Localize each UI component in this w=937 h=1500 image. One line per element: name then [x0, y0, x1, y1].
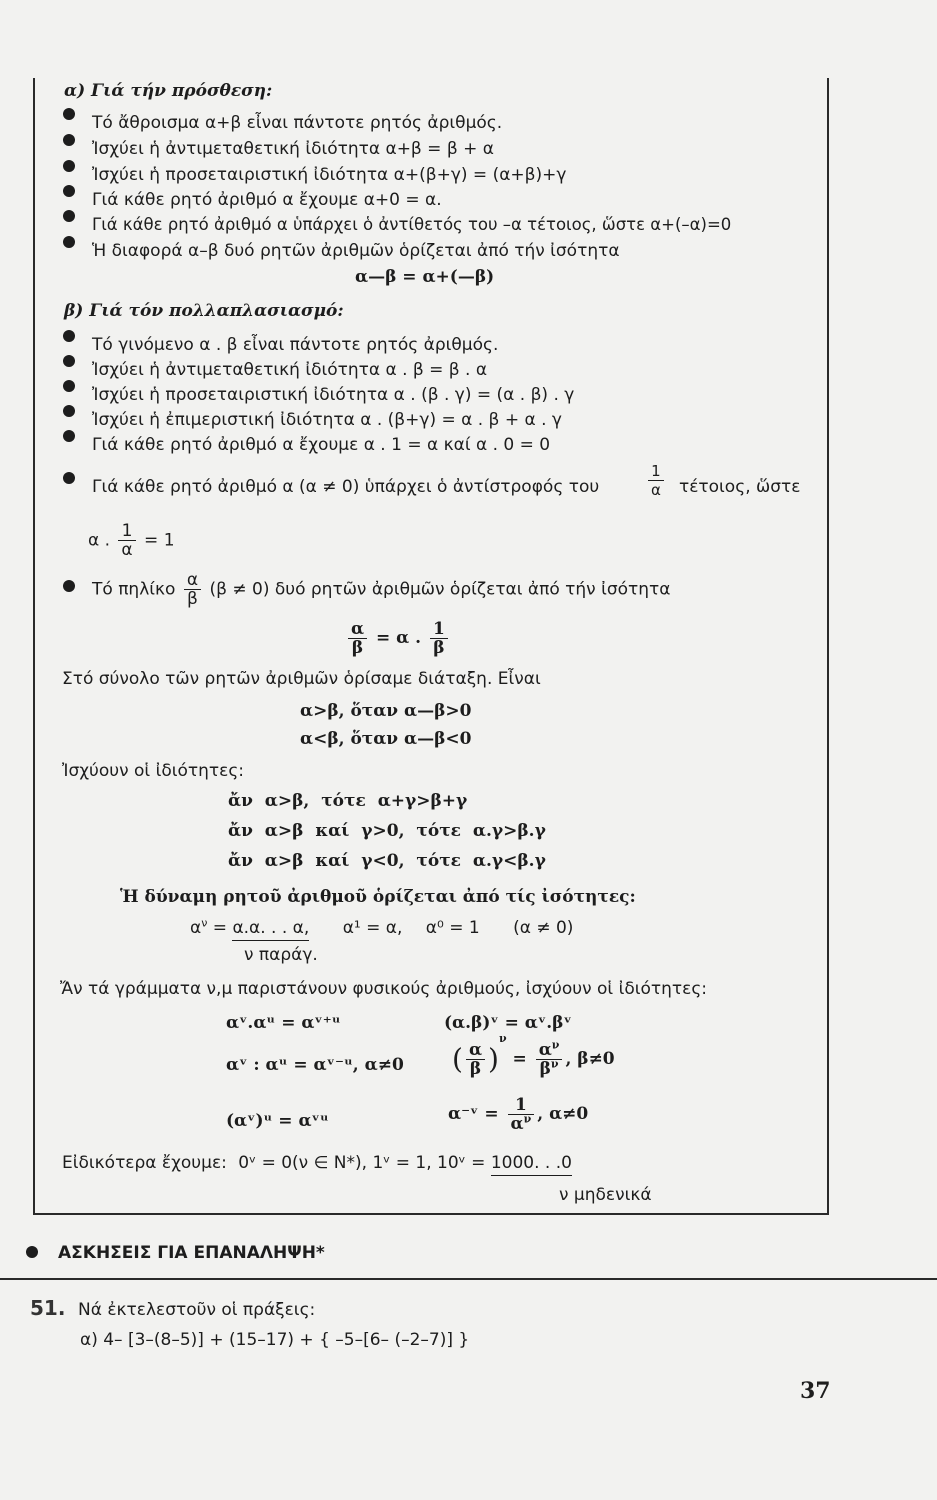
- special-big: 1000. . .0: [491, 1152, 572, 1176]
- bullet-icon: [63, 472, 75, 484]
- fraction-denominator: α: [651, 481, 661, 499]
- fraction-denominator: α: [121, 540, 133, 560]
- power-def-cond: (α ≠ 0): [513, 918, 574, 938]
- quotient-formula: [345, 620, 451, 657]
- power-def-rhs: α.α. . . α,: [232, 917, 309, 941]
- quotient-text-end: (β ≠ 0) δυό ρητῶν ἀριθμῶν ὁρίζεται ἀπό τήν ἰσότητα: [209, 579, 671, 600]
- bullet-icon: [63, 185, 75, 197]
- addition-item: Ἰσχύει ἡ ἀντιμεταθετική ἰδιότητα α+β = β + α: [92, 139, 494, 159]
- power-rule-cond: , β≠0: [565, 1049, 615, 1069]
- section-b-heading: β) Γιά τόν πολλαπλασιασμό:: [64, 301, 344, 321]
- bullet-icon: [63, 430, 75, 442]
- fraction-denominator: β: [433, 638, 445, 658]
- fraction-denominator: β: [469, 1059, 482, 1079]
- inverse-eq-left: α .: [88, 530, 111, 551]
- bullet-icon: [63, 236, 75, 248]
- bullet-icon: [63, 380, 75, 392]
- fraction-denominator: β: [187, 589, 198, 609]
- page-number: 37: [800, 1378, 831, 1404]
- properties-label: Ἰσχύουν οἱ ἰδιότητες:: [62, 761, 245, 781]
- special-cases: [62, 1152, 572, 1176]
- addition-item: Τό ἄθροισμα α+β εἶναι πάντοτε ρητός ἀριθμός.: [92, 113, 503, 133]
- ordering-rule: α<β, ὅταν α—β<0: [300, 729, 472, 749]
- power-rule-negative: α⁻ᵛ = $\frac{1}{\alpha^\nu}$ , α≠0: [448, 1095, 589, 1134]
- power-rule: αᵛ : αᵘ = αᵛ⁻ᵘ, α≠0: [226, 1055, 404, 1075]
- inverse-text: Γιά κάθε ρητό ἀριθμό α (α ≠ 0) ὑπάρχει ὁ ἀντίστροφός του: [92, 477, 600, 497]
- order-property: ἄν α>β, τότε α+γ>β+γ: [228, 791, 468, 811]
- fraction-numerator: α: [348, 620, 367, 639]
- bullet-icon: [63, 210, 75, 222]
- power-rule: (αᵛ)ᵘ = αᵛᵘ: [226, 1111, 329, 1131]
- bullet-icon: [63, 160, 75, 172]
- power-rule: αᵛ.αᵘ = αᵛ⁺ᵘ: [226, 1013, 341, 1033]
- inverse-equation: [88, 522, 175, 559]
- power-brace-label: ν παράγ.: [244, 945, 318, 965]
- bullet-icon: [63, 134, 75, 146]
- fraction-numerator: 1: [508, 1096, 535, 1115]
- addition-item: Ἰσχύει ἡ προσεταιριστική ἰδιότητα α+(β+γ) = (α+β)+γ: [92, 165, 567, 185]
- power-def-lhs: α: [190, 918, 202, 938]
- bullet-icon: [63, 108, 75, 120]
- special-values: 0ᵛ = 0(ν ∈ N*), 1ᵛ = 1, 10ᵛ =: [238, 1153, 486, 1173]
- fraction-denominator: β: [351, 638, 364, 658]
- power-rule-fraction: ( $\frac{\alpha}{\beta}$ )$^\nu$ = $\frac{\alpha^\nu}{\beta^\nu}$ , β≠0: [452, 1032, 615, 1079]
- quotient-text-start: Τό πηλίκο: [92, 579, 176, 600]
- fraction-numerator: α: [466, 1041, 485, 1060]
- multiplication-item: Γιά κάθε ρητό ἀριθμό α ἔχουμε α . 1 = α καί α . 0 = 0: [92, 435, 551, 455]
- quotient-mid: = α .: [376, 628, 422, 648]
- bullet-icon: [63, 580, 75, 592]
- exercise-part-a: α) 4– [3–(8–5)] + (15–17) + { –5–[6– (–2–7)] }: [80, 1330, 470, 1350]
- multiplication-item: Τό γινόμενο α . β εἶναι πάντοτε ρητός ἀριθμός.: [92, 335, 499, 355]
- power-rule: (α.β)ᵛ = αᵛ.βᵛ: [444, 1013, 572, 1033]
- fraction-numerator: α: [184, 571, 201, 590]
- power-heading: Ἡ δύναμη ρητοῦ ἀριθμοῦ ὁρίζεται ἀπό τίς ἰσότητες:: [120, 887, 636, 907]
- power-def-first: α¹ = α,: [342, 918, 403, 938]
- negative-cond: , α≠0: [537, 1104, 589, 1124]
- bullet-icon: [63, 355, 75, 367]
- divider: [0, 1278, 937, 1280]
- order-property: ἄν α>β καί γ>0, τότε α.γ>β.γ: [228, 821, 546, 841]
- exercise-prompt: Νά ἐκτελεστοῦν οἱ πράξεις:: [78, 1300, 316, 1320]
- addition-item: Γιά κάθε ρητό ἀριθμό α ὑπάρχει ὁ ἀντίθετός του –α τέτοιος, ὥστε α+(–α)=0: [92, 215, 732, 234]
- bullet-icon: [63, 405, 75, 417]
- difference-formula: α—β = α+(—β): [355, 267, 495, 287]
- multiplication-item: Ἰσχύει ἡ ἀντιμεταθετική ἰδιότητα α . β = β . α: [92, 360, 488, 380]
- inverse-fraction: [645, 462, 667, 499]
- fraction-numerator: 1: [648, 462, 664, 481]
- power-def-zero: α⁰ = 1: [425, 918, 480, 938]
- inverse-text-end: τέτοιος, ὥστε: [679, 477, 801, 497]
- ordering-rule: α>β, ὅταν α—β>0: [300, 701, 472, 721]
- inverse-eq-right: = 1: [144, 530, 175, 551]
- exercise-number: 51.: [30, 1296, 66, 1320]
- section-a-heading: α) Γιά τήν πρόσθεση:: [64, 81, 273, 101]
- exercises-title: ΑΣΚΗΣΕΙΣ ΓΙΑ ΕΠΑΝΑΛΗΨΗ*: [58, 1243, 325, 1263]
- quotient-line: [92, 571, 670, 608]
- ordering-intro: Στό σύνολο τῶν ρητῶν ἀριθμῶν ὁρίσαμε διάταξη. Εἶναι: [62, 669, 541, 689]
- special-brace-label: ν μηδενικά: [559, 1185, 652, 1205]
- power-definition: $\alpha^\nu = \alpha.\alpha$. . . α, α¹ = α, α⁰ = 1 (α ≠ 0): [190, 917, 573, 941]
- negative-lhs: α⁻ᵛ =: [448, 1104, 499, 1124]
- fraction-numerator: 1: [430, 620, 448, 639]
- multiplication-item: Ἰσχύει ἡ προσεταιριστική ἰδιότητα α . (β . γ) = (α . β) . γ: [92, 385, 575, 405]
- special-label: Εἰδικότερα ἔχουμε:: [62, 1153, 227, 1173]
- fraction-numerator: 1: [118, 522, 135, 541]
- multiplication-item: Ἰσχύει ἡ ἐπιμεριστική ἰδιότητα α . (β+γ) = α . β + α . γ: [92, 410, 562, 430]
- order-property: ἄν α>β καί γ<0, τότε α.γ<β.γ: [228, 851, 546, 871]
- addition-item: Γιά κάθε ρητό ἀριθμό α ἔχουμε α+0 = α.: [92, 190, 442, 210]
- bullet-icon: [63, 330, 75, 342]
- bullet-icon: [26, 1246, 38, 1258]
- natural-intro: Ἄν τά γράμματα ν,μ παριστάνουν φυσικούς ἀριθμούς, ἰσχύουν οἱ ἰδιότητες:: [60, 979, 708, 999]
- addition-item: Ἡ διαφορά α–β δυό ρητῶν ἀριθμῶν ὁρίζεται ἀπό τήν ἰσότητα: [92, 241, 620, 261]
